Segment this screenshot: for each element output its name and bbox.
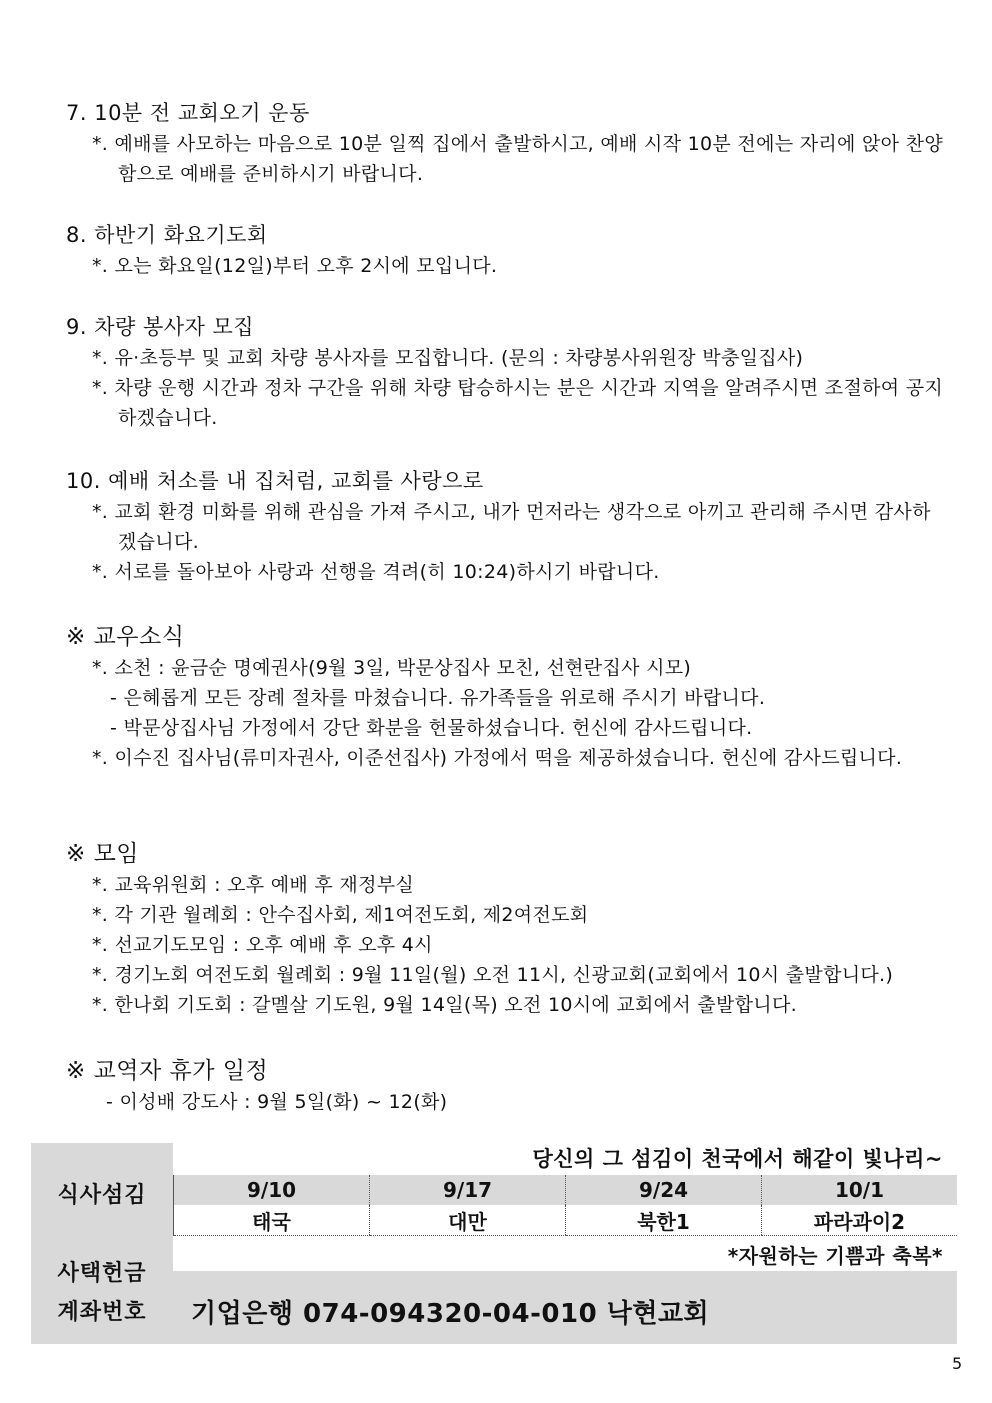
nation-cell: 파라과이2 <box>762 1205 958 1236</box>
meal-schedule-table <box>173 1175 957 1236</box>
vacation-section <box>66 1056 946 1117</box>
date-cell: 9/10 <box>174 1175 370 1205</box>
section-10 <box>66 466 946 587</box>
sub-item: - 은혜롭게 모든 장례 절차를 마쳤습니다. 유가족들을 위로해 주시기 바랍니다. <box>110 687 766 709</box>
section-title: ※ 교우소식 <box>66 624 185 650</box>
date-cell: 10/1 <box>762 1175 958 1205</box>
account-number: 기업은행 074-094320-04-010 낙현교회 <box>191 1299 710 1329</box>
list-item: *. 차량 운행 시간과 정차 구간을 위해 차량 탑승하시는 분은 시간과 지역을 알려주시면 조절하여 공지하겠습니다. <box>92 377 944 429</box>
page-number: 5 <box>952 1354 963 1373</box>
section-title: 10. 예배 처소를 내 집처럼, 교회를 사랑으로 <box>66 469 484 493</box>
sub-item: - 박문상집사님 가정에서 강단 화분을 헌물하셨습니다. 헌신에 감사드립니다. <box>110 717 753 739</box>
meal-service-label: 식사섬김 <box>57 1183 147 1208</box>
section-9 <box>66 312 946 433</box>
footer-box <box>31 1143 957 1344</box>
meetings-section <box>66 839 946 1020</box>
nation-row <box>174 1205 958 1236</box>
list-item: *. 소천 : 윤금순 명예권사(9월 3일, 박문상집사 모친, 선현란집사 시모) <box>92 657 692 679</box>
section-8 <box>66 220 946 281</box>
section-title: ※ 모임 <box>66 841 140 867</box>
section-title: 9. 차량 봉사자 모집 <box>66 315 255 339</box>
nation-cell: 태국 <box>174 1205 370 1236</box>
nation-cell: 북한1 <box>566 1205 762 1236</box>
thanks-text: *자원하는 기쁨과 축복* <box>727 1244 943 1268</box>
list-item: *. 이수진 집사님(류미자권사, 이준선집사) 가정에서 떡을 제공하셨습니다. 헌신에 감사드립니다. <box>92 747 903 769</box>
section-title: 7. 10분 전 교회오기 운동 <box>66 101 310 125</box>
list-item: *. 교육위원회 : 오후 예배 후 재정부실 <box>92 874 415 896</box>
list-item: *. 예배를 사모하는 마음으로 10분 일찍 집에서 출발하시고, 예배 시작 10분 전에는 자리에 앉아 찬양함으로 예배를 준비하시기 바랍니다. <box>92 133 943 185</box>
list-item: *. 교회 환경 미화를 위해 관심을 가져 주시고, 내가 먼저라는 생각으로 아끼고 관리해 주시면 감사하겠습니다. <box>92 501 931 553</box>
list-item: *. 한나회 기도회 : 갈멜살 기도원, 9월 14일(목) 오전 10시에 교회에서 출발합니다. <box>92 994 797 1016</box>
list-item: *. 서로를 돌아보아 사랑과 선행을 격려(히 10:24)하시기 바랍니다. <box>92 561 660 583</box>
section-title: 8. 하반기 화요기도회 <box>66 223 268 247</box>
offering-label: 사택헌금 <box>57 1261 147 1286</box>
section-title: ※ 교역자 휴가 일정 <box>66 1058 269 1084</box>
date-row <box>174 1175 958 1205</box>
list-item: *. 각 기관 월례회 : 안수집사회, 제1여전도회, 제2여전도회 <box>92 904 589 926</box>
nation-cell: 대만 <box>370 1205 566 1236</box>
list-item: *. 유·초등부 및 교회 차량 봉사자를 모집합니다. (문의 : 차량봉사위원장 박충일집사) <box>92 347 804 369</box>
section-7 <box>66 98 946 189</box>
date-cell: 9/17 <box>370 1175 566 1205</box>
date-cell: 9/24 <box>566 1175 762 1205</box>
list-item: *. 오는 화요일(12일)부터 오후 2시에 모입니다. <box>92 255 498 277</box>
list-item: *. 경기노회 여전도회 월례회 : 9월 11일(월) 오전 11시, 신광교회(교회에서 10시 출발합니다.) <box>92 964 894 986</box>
account-label: 계좌번호 <box>57 1300 147 1325</box>
list-item: *. 선교기도모임 : 오후 예배 후 오후 4시 <box>92 934 433 956</box>
news-section <box>66 622 946 773</box>
sub-item: - 이성배 강도사 : 9월 5일(화) ~ 12(화) <box>106 1091 448 1113</box>
slogan: 당신의 그 섬김이 천국에서 해같이 빛나리~ <box>532 1147 943 1171</box>
